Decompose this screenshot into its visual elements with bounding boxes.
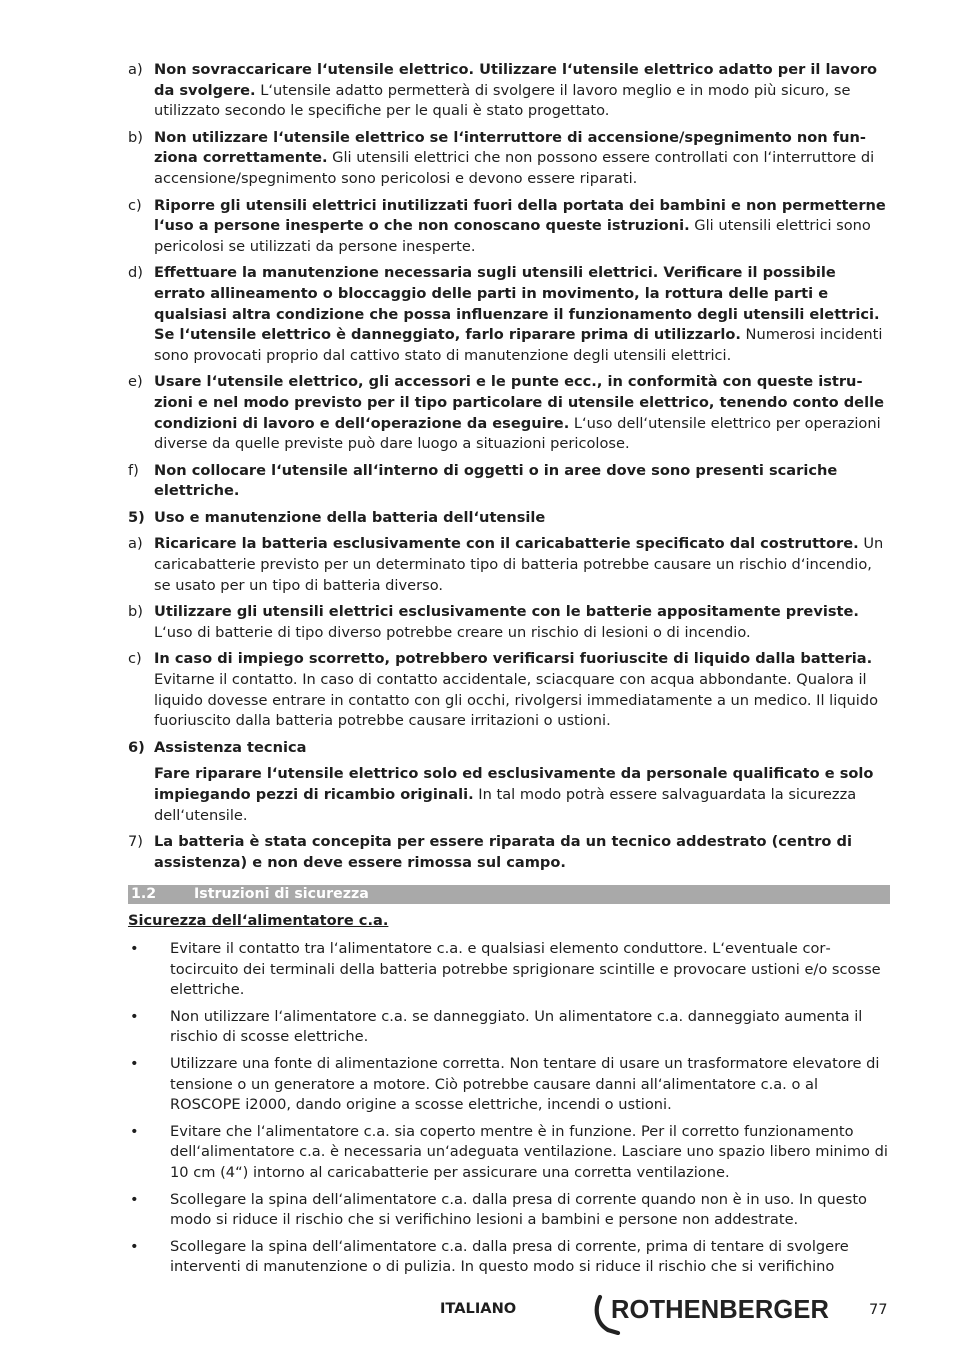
item-marker: b)	[128, 603, 143, 621]
section-bar-title: Istruzioni di sicurezza	[194, 886, 369, 903]
list-item	[128, 60, 890, 122]
section-5-heading	[128, 508, 890, 529]
item-bold-text: Usare l‘utensile elettrico, gli accessori e le punte ecc., in conformità con queste istruzioni e nel modo previsto per il tipo particolare di utensile elettrico, tenendo conto delle condizioni di lavoro e dell‘operazione da eseguire.	[154, 373, 884, 432]
list-item	[128, 372, 890, 454]
tool-use-list	[128, 60, 890, 502]
service-paragraph	[128, 764, 890, 826]
subheading: Sicurezza dell‘alimentatore c.a.	[128, 912, 389, 930]
brand-name: ROTHENBERGER	[611, 1296, 829, 1324]
section-bar	[128, 885, 890, 904]
bullet-text: Utilizzare una fonte di alimentazione corretta. Non tentare di usare un trasformatore elevatore di tensione o un generatore a motore. Ciò potrebbe causare danni all‘alimentatore c.a. o al ROSCOPE i2000, dando origine a scosse elettriche, incendi o ustioni.	[170, 1054, 880, 1114]
bullet-text: Scollegare la spina dell‘alimentatore c.a. dalla presa di corrente, prima di tentare di svolgere interventi di manutenzione o di pulizia. In questo modo si riduce il rischio che si verifichino	[170, 1237, 849, 1276]
item-text: Numerosi incidenti sono provocati proprio dal cattivo stato di manutenzione degli utensili elettrici.	[154, 326, 883, 364]
item-bold-text: Riporre gli utensili elettrici inutilizzati fuori della portata dei bambini e non permetterne l‘uso a persone inesperte o che non conoscano queste istruzioni.	[154, 196, 886, 235]
item-marker: b)	[128, 128, 143, 146]
bullet-icon: •	[130, 939, 139, 957]
section-number: 5)	[128, 508, 145, 526]
item-bold-text: Effettuare la manutenzione necessaria sugli utensili elettrici. Verificare il possibile errato allineamento o bloccaggio delle parti in movimento, la rottura delle parti e qualsiasi altra condizione che possa influenzare il funzionamento degli utensili elettrici. Se l‘utensile elettrico è danneggiato, farlo riparare prima di utilizzarlo.	[154, 264, 880, 344]
battery-list	[128, 534, 890, 731]
item-marker: c)	[128, 196, 142, 214]
item-bold-text: Non utilizzare l‘utensile elettrico se l‘interruttore di accensione/spegnimento non funziona correttamente.	[154, 128, 866, 167]
item-text: Un caricabatterie previsto per un determinato tipo di batteria potrebbe causare un rischio d‘incendio, se usato per un tipo di batteria diverso.	[154, 535, 884, 594]
bullet-text: Evitare il contatto tra l‘alimentatore c.a. e qualsiasi elemento conduttore. L‘eventuale cortocircuito dei terminali della batteria potrebbe sprigionare scintille e provocare ustioni e/o scosse elettriche.	[170, 939, 881, 999]
bullet-icon: •	[130, 1007, 139, 1025]
bullet-icon: •	[130, 1190, 139, 1208]
section-bar-number: 1.2	[131, 886, 157, 903]
footer-language: ITALIANO	[440, 1300, 517, 1317]
paragraph-bold-text: Fare riparare l‘utensile elettrico solo ed esclusivamente da personale qualificato e solo impiegando pezzi di ricambio originali.	[154, 765, 874, 803]
item-text: L‘utensile adatto permetterà di svolgere il lavoro meglio e in modo più sicuro, se utilizzato secondo le specifiche per le quali è stato progettato.	[154, 81, 851, 120]
page-number: 77	[869, 1301, 888, 1318]
list-item	[128, 263, 890, 366]
list-item	[128, 196, 890, 258]
item-bold-text: In caso di impiego scorretto, potrebbero verificarsi fuoriuscite di liquido dalla batteria.	[154, 650, 873, 668]
bullet-item	[128, 1237, 890, 1278]
section-number: 7)	[128, 833, 143, 851]
bullet-item	[128, 1190, 890, 1231]
list-item	[128, 461, 890, 502]
bullet-item	[128, 1007, 890, 1048]
list-item	[128, 602, 890, 643]
section-6-heading	[128, 738, 890, 759]
item-marker: f)	[128, 461, 139, 479]
item-text: L‘uso dell‘utensile elettrico per operazioni diverse da quelle previste può dare luogo a situazioni pericolose.	[154, 414, 881, 453]
section-7-item	[128, 832, 890, 873]
list-item	[128, 128, 890, 190]
bullet-item	[128, 1122, 890, 1184]
item-bold-text: La batteria è stata concepita per essere riparata da un tecnico addestrato (centro di assistenza) e non deve essere rimossa sul campo.	[154, 833, 852, 871]
item-bold-text: Ricaricare la batteria esclusivamente con il caricabatterie specificato dal costruttore.	[154, 535, 859, 553]
bullet-list	[128, 939, 890, 1278]
bullet-item	[128, 939, 890, 1001]
item-bold-text: Utilizzare gli utensili elettrici esclusivamente con le batterie appositamente previste.	[154, 603, 859, 621]
section-number: 6)	[128, 738, 145, 756]
bullet-icon: •	[130, 1054, 139, 1072]
page-content	[128, 60, 890, 1284]
brand-logo	[592, 1293, 842, 1335]
item-bold-text: Non collocare l‘utensile all‘interno di oggetti o in aree dove sono presenti scariche elettriche.	[154, 461, 838, 500]
item-marker: d)	[128, 264, 143, 282]
bullet-item	[128, 1054, 890, 1116]
item-marker: a)	[128, 535, 143, 553]
item-text: L‘uso di batterie di tipo diverso potrebbe creare un rischio di lesioni o di incendio.	[154, 623, 751, 641]
item-text: Gli utensili elettrici sono pericolosi se utilizzati da persone inesperte.	[154, 217, 871, 255]
paragraph-text: In tal modo potrà essere salvaguardata la sicurezza dell‘utensile.	[154, 786, 857, 824]
bullet-icon: •	[130, 1237, 139, 1255]
bullet-icon: •	[130, 1122, 139, 1140]
item-marker: a)	[128, 61, 143, 78]
item-marker: e)	[128, 373, 143, 391]
section-title: Uso e manutenzione della batteria dell‘utensile	[154, 508, 546, 526]
list-item	[128, 534, 890, 596]
bullet-text: Evitare che l‘alimentatore c.a. sia coperto mentre è in funzione. Per il corretto funzionamento dell‘alimentatore c.a. è necessaria un‘adeguata ventilazione. Lasciare uno spazio libero minimo di 10 cm (4“) intorno al caricabatterie per assicurare una corretta ventilazione.	[170, 1122, 888, 1181]
bullet-text: Non utilizzare l‘alimentatore c.a. se danneggiato. Un alimentatore c.a. danneggiato aumenta il rischio di scosse elettriche.	[170, 1007, 863, 1046]
item-marker: c)	[128, 650, 142, 668]
list-item	[128, 649, 890, 731]
item-text: Gli utensili elettrici che non possono essere controllati con l‘interruttore di accensione/spegnimento sono pericolosi e devono essere riparati.	[154, 149, 875, 187]
bullet-text: Scollegare la spina dell‘alimentatore c.a. dalla presa di corrente quando non è in uso. In questo modo si riduce il rischio che si verifichino lesioni a bambini e persone non addestrate.	[170, 1190, 867, 1229]
item-bold-text: Non sovraccaricare l‘utensile elettrico. Utilizzare l‘utensile elettrico adatto per il lavoro da svolgere.	[154, 61, 878, 99]
item-text: Evitarne il contatto. In caso di contatto accidentale, sciacquare con acqua abbondante. Qualora il liquido dovesse entrare in contatto con gli occhi, rivolgersi immediatamente a un medico. Il liquido fuoriuscito dalla batteria potrebbe causare irritazioni o ustioni.	[154, 671, 879, 730]
section-title: Assistenza tecnica	[154, 738, 307, 756]
